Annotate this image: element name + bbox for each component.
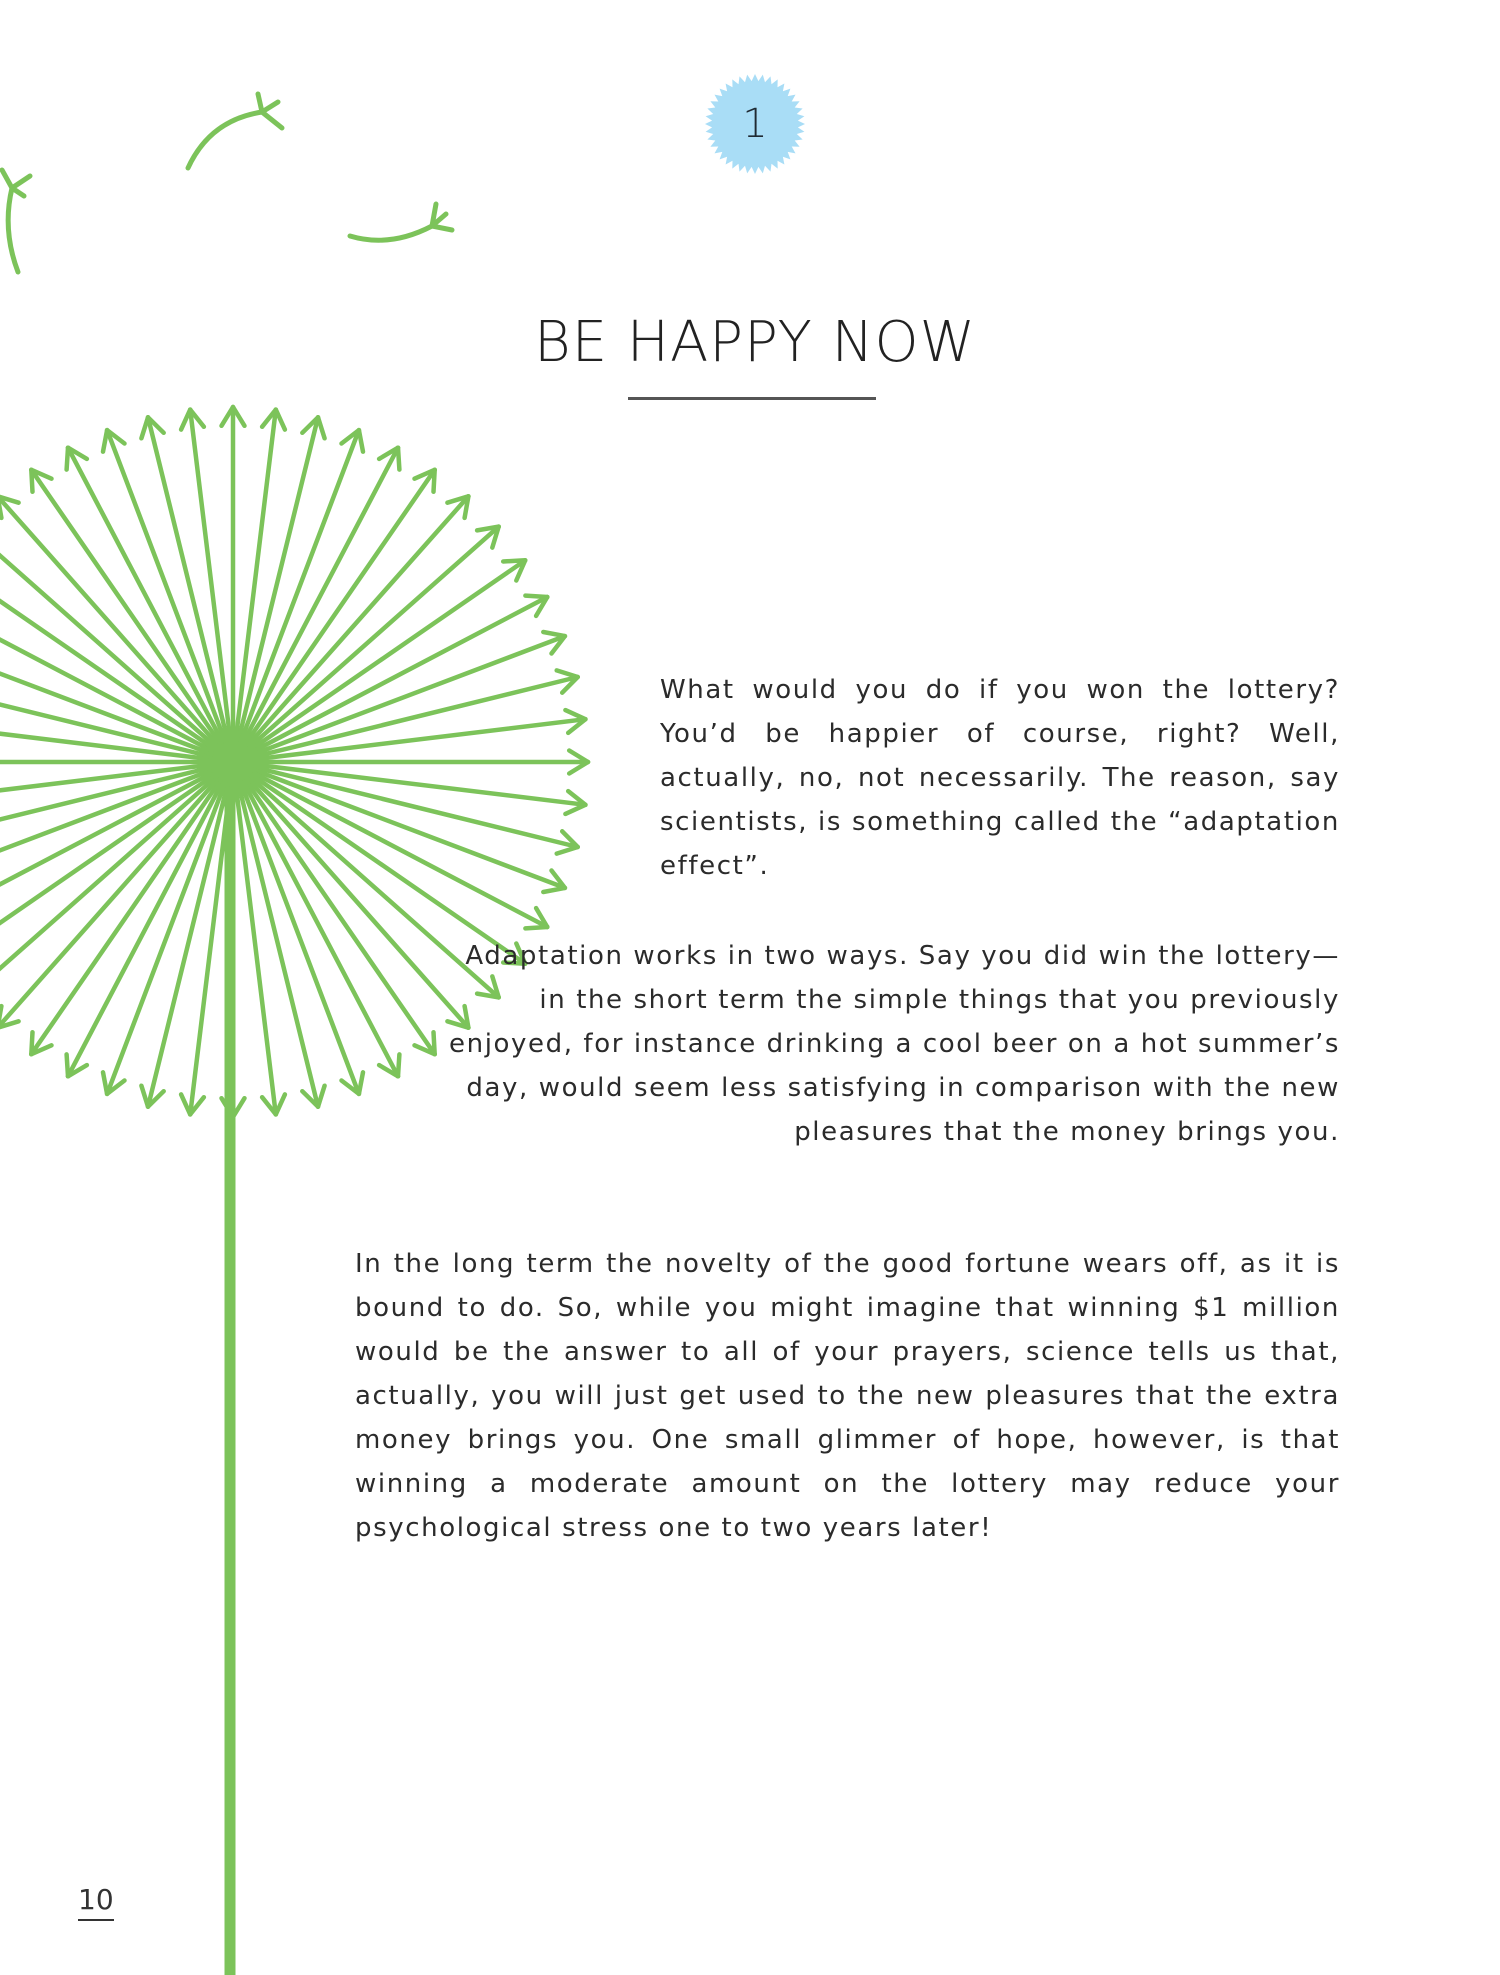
- dandelion-ray-tip: [359, 430, 363, 452]
- page-number: 10: [78, 1883, 114, 1921]
- dandelion-ray-tip: [31, 1032, 32, 1054]
- dandelion-ray-tip: [103, 1072, 107, 1094]
- chapter-number: 1: [742, 101, 768, 147]
- dandelion-ray-tip: [434, 1032, 435, 1054]
- dandelion-ray-tip: [543, 888, 565, 892]
- dandelion-ray-tip: [525, 596, 547, 597]
- dandelion-ray-tip: [434, 470, 435, 492]
- dandelion-ray-tip: [398, 448, 399, 470]
- dandelion-ray: [0, 762, 233, 997]
- paragraph-2: Adaptation works in two ways. Say you did win the lottery—in the short term the simple things that you previously enjoyed, for instance drinking a cool beer on a hot summer’s day, would seem less satisfying in comparison with the new pleasures that the money brings you.: [449, 941, 1340, 1147]
- paragraph-3: In the long term the novelty of the good fortune wears off, as it is bound to do. So, while you might imagine that winning $1 million would be the answer to all of your prayers, science tells us that, actually, you will just get used to the new pleasures that the extra money brings you. One small glimmer of hope, however, is that winning a moderate amount on the lottery may reduce your psychological stress one to two years later!: [355, 1249, 1340, 1543]
- dandelion-ray-tip: [557, 670, 578, 677]
- dandelion-ray-tip: [67, 1054, 68, 1076]
- dandelion-ray-tip: [557, 847, 578, 854]
- dandelion-ray-tip: [503, 560, 525, 561]
- dandelion-ray-tip: [276, 1094, 285, 1114]
- dandelion-ray: [0, 527, 233, 762]
- paragraph-1: What would you do if you won the lottery? You’d be happier of course, right? Well, actually, no, not necessarily. The reason, say scientists, is something called the “adaptation effect”.: [660, 675, 1340, 881]
- dandelion-ray-tip: [67, 448, 68, 470]
- dandelion-ray-tip: [181, 1094, 190, 1114]
- floating-seeds-icon: [2, 94, 452, 272]
- dandelion-ray-tip: [565, 710, 585, 719]
- dandelion-ray-tip: [141, 417, 148, 438]
- title-underline: [628, 397, 876, 400]
- dandelion-ray-tip: [276, 410, 285, 430]
- page-title: BE HAPPY NOW: [534, 310, 976, 375]
- dandelion-ray-tip: [181, 410, 190, 430]
- dandelion-ray-tip: [103, 430, 107, 452]
- dandelion-ray-tip: [543, 632, 565, 636]
- dandelion-ray-tip: [525, 927, 547, 928]
- dandelion-ray-tip: [31, 470, 32, 492]
- dandelion-ray-tip: [359, 1072, 363, 1094]
- dandelion-ray-tip: [318, 417, 325, 438]
- dandelion-ray-tip: [398, 1054, 399, 1076]
- dandelion-ray-tip: [565, 805, 585, 814]
- dandelion-center: [212, 741, 254, 783]
- dandelion-ray-tip: [318, 1086, 325, 1107]
- dandelion-ray-tip: [141, 1086, 148, 1107]
